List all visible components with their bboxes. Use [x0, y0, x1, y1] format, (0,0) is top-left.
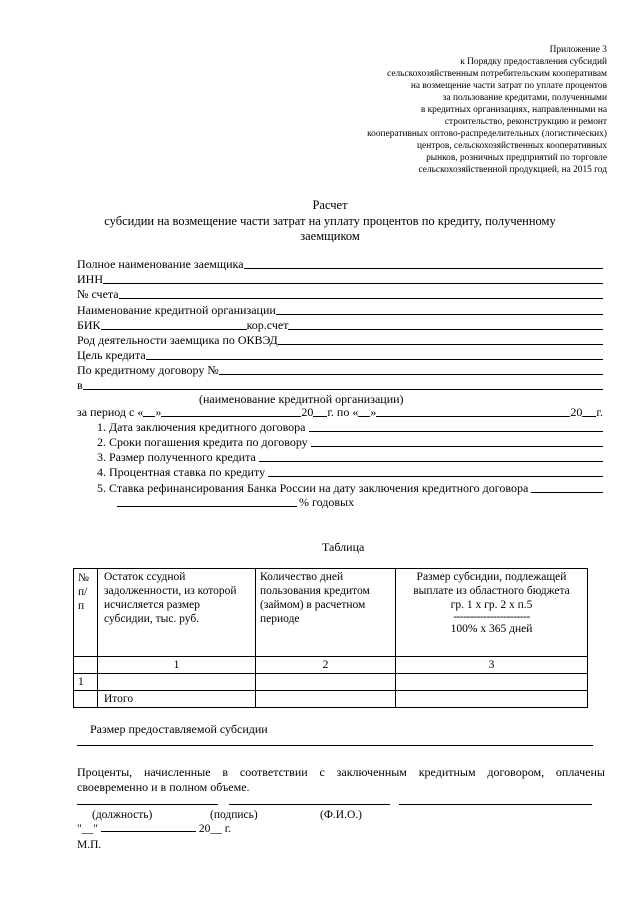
- table-cell: 1: [98, 657, 256, 674]
- bik-label: БИК: [77, 318, 101, 332]
- document-subtitle-cont: заемщиком: [300, 229, 360, 243]
- period-year2: 20: [570, 405, 583, 419]
- header-num: [74, 569, 98, 657]
- position-caption: (должность): [92, 809, 153, 821]
- period-quote: »: [155, 405, 162, 419]
- okved-field[interactable]: [77, 332, 603, 347]
- table-numbers-row: [74, 657, 588, 674]
- period-end: г.: [596, 405, 603, 419]
- list-item[interactable]: [97, 434, 603, 449]
- table-cell: 2: [256, 657, 396, 674]
- header-num-line: п: [78, 600, 85, 612]
- percent-suffix: % годовых: [299, 495, 355, 509]
- period-to-label: г. по «: [327, 405, 359, 419]
- borrower-name-label: Полное наименование заемщика: [77, 257, 244, 271]
- header-num-line: п/: [78, 586, 88, 598]
- header-subsidy: [396, 569, 588, 657]
- bik-field[interactable]: [77, 317, 603, 332]
- period-year1: 20: [301, 405, 314, 419]
- credit-org-label: Наименование кредитной организации: [77, 303, 276, 317]
- credit-org-caption: (наименование кредитной организации): [199, 392, 404, 406]
- table-cell[interactable]: [256, 674, 396, 691]
- appendix-line: сельскохозяйственным потребительским кооперативам: [387, 69, 607, 79]
- list-item[interactable]: [97, 449, 603, 464]
- in-label: в: [77, 378, 83, 392]
- table-header-row: [74, 569, 588, 657]
- appendix-line: строительство, реконструкцию и ремонт: [444, 117, 607, 127]
- period-field[interactable]: [77, 404, 603, 419]
- table-cell[interactable]: [396, 691, 588, 708]
- signature-line[interactable]: [229, 804, 390, 805]
- table-cell: [74, 691, 98, 708]
- header-subsidy-denominator: 100% х 365 дней: [450, 623, 533, 635]
- header-subsidy-divider: -----------------------: [453, 611, 530, 623]
- list-item[interactable]: [97, 480, 603, 495]
- date-field[interactable]: [77, 823, 231, 835]
- table-cell[interactable]: [98, 674, 256, 691]
- document-title: Расчет: [312, 198, 348, 212]
- total-label: Итого: [98, 691, 256, 708]
- period-quote2: »: [370, 405, 377, 419]
- list-item-label: 5. Ставка рефинансирования Банка России на дату заключения кредитного договора: [97, 481, 529, 495]
- signature-caption: (подпись): [210, 809, 258, 821]
- appendix-line: в кредитных организациях, направленными на: [420, 105, 607, 115]
- table-cell[interactable]: [256, 691, 396, 708]
- header-days: Количество дней пользования кредитом (займом) в расчетном периоде: [256, 569, 396, 657]
- list-item[interactable]: [97, 464, 603, 479]
- appendix-line: сельскохозяйственной продукцией, на 2015 год: [418, 165, 607, 175]
- table-cell: [74, 657, 98, 674]
- appendix-header: [307, 44, 607, 176]
- header-subsidy-formula: гр. 1 х гр. 2 х п.5: [450, 599, 533, 611]
- header-subsidy-text: Размер субсидии, подлежащей выплате из областного бюджета: [413, 571, 570, 597]
- purpose-field[interactable]: [77, 347, 603, 362]
- appendix-line: за пользование кредитами, полученными: [442, 93, 607, 103]
- credit-org-field[interactable]: [77, 302, 603, 317]
- statement-text: Проценты, начисленные в соответствии с заключенным кредитным договором, оплачены своевременно и в полном объеме.: [77, 765, 605, 794]
- contract-field[interactable]: [77, 362, 603, 377]
- subsidy-amount-line[interactable]: [77, 745, 593, 746]
- table-caption: Таблица: [322, 540, 365, 554]
- position-line[interactable]: [77, 804, 218, 805]
- corr-account-label: кор.счет: [246, 318, 289, 332]
- fio-caption: (Ф.И.О.): [320, 809, 362, 821]
- list-item-label: 1. Дата заключения кредитного договора: [97, 420, 306, 434]
- purpose-label: Цель кредита: [77, 348, 146, 362]
- table-cell[interactable]: [396, 674, 588, 691]
- table-row: [74, 674, 588, 691]
- table-cell: 3: [396, 657, 588, 674]
- fio-line[interactable]: [399, 804, 592, 805]
- appendix-line: Приложение 3: [549, 45, 607, 55]
- period-from-label: за период с «: [77, 405, 144, 419]
- subsidy-table: [73, 568, 588, 708]
- account-field[interactable]: [77, 286, 603, 301]
- appendix-line: к Порядку предоставления субсидий: [460, 57, 607, 67]
- date-quote: "__": [77, 823, 98, 835]
- appendix-line: кооперативных оптово-распределительных (логистических): [367, 129, 607, 139]
- table-total-row: [74, 691, 588, 708]
- inn-label: ИНН: [77, 272, 103, 286]
- list-item[interactable]: [97, 419, 603, 434]
- account-label: № счета: [77, 287, 119, 301]
- table-cell: 1: [74, 674, 98, 691]
- stamp-label: М.П.: [77, 839, 102, 851]
- inn-field[interactable]: [77, 271, 603, 286]
- header-balance: Остаток ссудной задолженности, из которой исчисляется размер субсидии, тыс. руб.: [98, 569, 256, 657]
- appendix-line: рынков, розничных предприятий по торговле: [426, 153, 607, 163]
- borrower-name-field[interactable]: [77, 256, 603, 271]
- list-item-label: 4. Процентная ставка по кредиту: [97, 465, 266, 479]
- subsidy-amount-label: Размер предоставляемой субсидии: [90, 722, 268, 736]
- appendix-line: на возмещение части затрат по уплате процентов: [410, 81, 607, 91]
- header-num-line: №: [78, 572, 89, 584]
- list-item-label: 2. Сроки погашения кредита по договору: [97, 435, 308, 449]
- bank-field[interactable]: [77, 377, 603, 392]
- appendix-line: центров, сельскохозяйственных кооперативных: [417, 141, 607, 151]
- contract-label: По кредитному договору №: [77, 363, 219, 377]
- date-year: 20__ г.: [198, 823, 232, 835]
- okved-label: Род деятельности заемщика по ОКВЭД: [77, 333, 278, 347]
- refinancing-rate-field[interactable]: [117, 494, 397, 509]
- document-subtitle: субсидии на возмещение части затрат на уплату процентов по кредиту, полученному: [104, 214, 556, 228]
- list-item-label: 3. Размер полученного кредита: [97, 450, 256, 464]
